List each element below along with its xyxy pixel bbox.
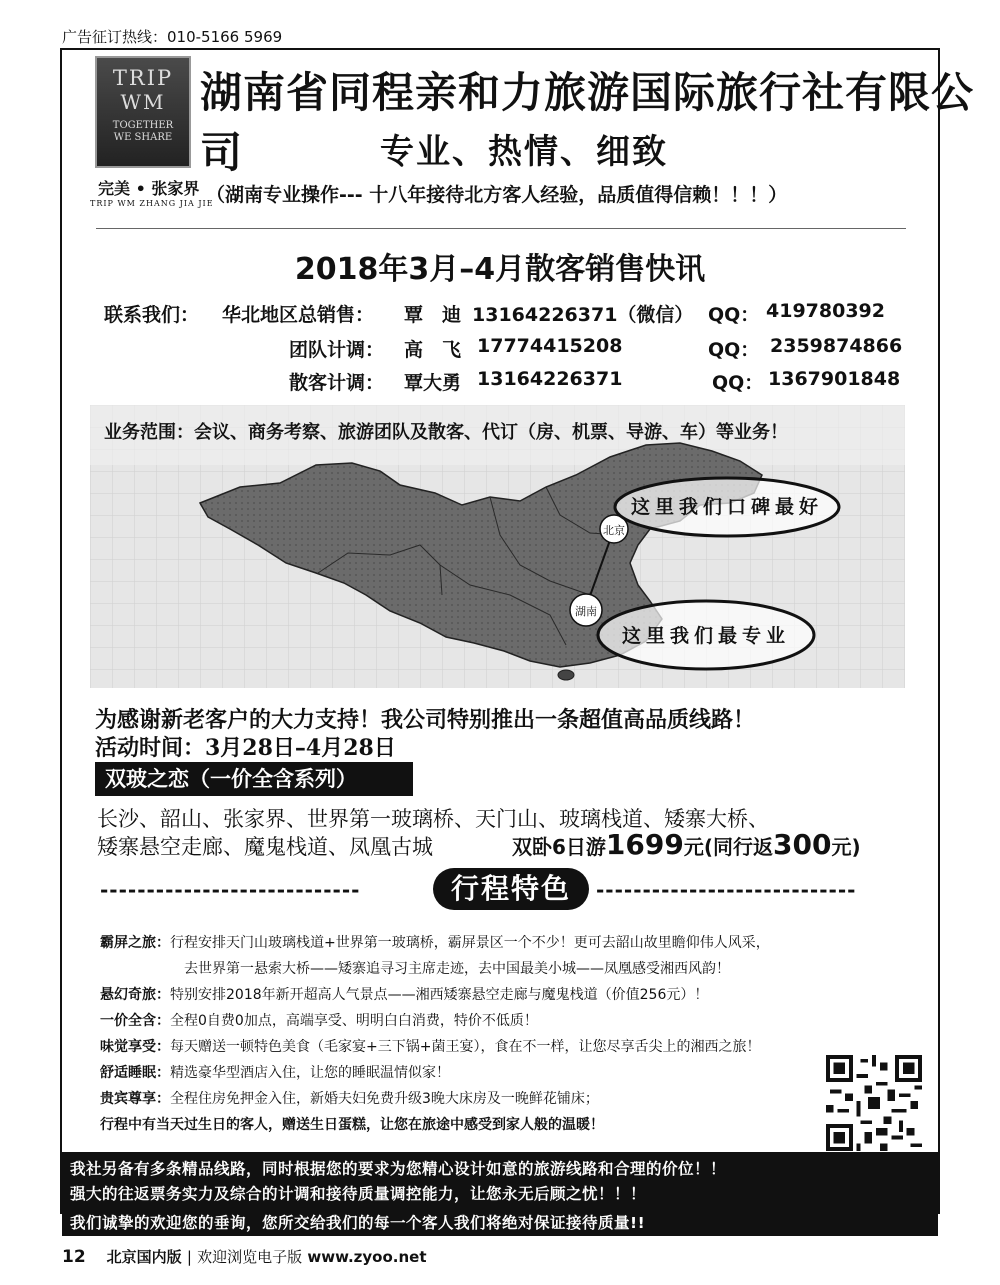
feature-item bbox=[100, 932, 770, 952]
features-badge: 行程特色 bbox=[433, 868, 589, 910]
contact-name: 高 飞 bbox=[404, 339, 462, 361]
feature-label: 霸屏之旅： bbox=[100, 935, 170, 951]
feature-label: 味觉享受： bbox=[100, 1039, 170, 1055]
bottom-line-1: 我社另备有多条精品线路，同时根据您的要求为您精心设计如意的旅游线路和合理的价位！！ bbox=[70, 1160, 727, 1178]
logo-text-trip: TRIP bbox=[112, 66, 174, 90]
contact-name: 覃 迪 bbox=[404, 304, 462, 326]
contact-qq: 2359874866 bbox=[770, 335, 903, 357]
qr-code bbox=[826, 1055, 922, 1151]
contact-qq-label: QQ： bbox=[708, 339, 760, 361]
feature-label: 舒适睡眠： bbox=[100, 1065, 170, 1081]
callout-top-text: 这里我们口碑最好 bbox=[630, 496, 824, 518]
series-title: 双玻之恋（一价全含系列） bbox=[95, 762, 413, 796]
logo-text-wm: WM bbox=[120, 90, 166, 114]
feature-text: 去世界第一悬索大桥——矮寨追寻习主席走迹，去中国最美小城——凤凰感受湘西风韵！ bbox=[184, 961, 730, 977]
feature-item bbox=[100, 1088, 599, 1108]
footer-url[interactable]: www.zyoo.net bbox=[307, 1248, 427, 1266]
price-line bbox=[512, 828, 861, 861]
bottom-line-2: 强大的往返票务实力及综合的计调和接待质量调控能力，让您永无后顾之忧！！！ bbox=[70, 1185, 647, 1203]
feature-text: 全程住房免押金入住，新婚夫妇免费升级3晚大床房及一晚鲜花铺床； bbox=[170, 1091, 599, 1107]
hunan-label: 湖南 bbox=[575, 605, 597, 618]
bottom-line-3: 我们诚挚的欢迎您的垂询，您所交给我们的每一个客人我们将绝对保证接待质量!! bbox=[70, 1214, 646, 1232]
contact-qq-label: QQ： bbox=[708, 304, 760, 326]
contact-phone: 13164226371 bbox=[477, 368, 623, 390]
footer-site-text: 欢迎浏览电子版 bbox=[197, 1248, 303, 1266]
logo-caption-en: TRIP WM ZHANG JIA JIE bbox=[90, 199, 214, 208]
feature-text: 全程0自费0加点，高端享受、明明白白消费，特价不低质！ bbox=[170, 1013, 538, 1029]
company-name: 湖南省同程亲和力旅游国际旅行社有限公司 bbox=[200, 68, 975, 177]
company-subtitle: （湖南专业操作--- 十八年接待北方客人经验，品质值得信赖！！！） bbox=[206, 184, 788, 206]
business-scope: 业务范围：会议、商务考察、旅游团队及散客、代订（房、机票、导游、车）等业务！ bbox=[104, 422, 788, 443]
divider bbox=[96, 228, 906, 229]
feature-item bbox=[100, 1062, 450, 1082]
feature-item bbox=[100, 1010, 538, 1030]
feature-item bbox=[100, 984, 708, 1004]
page-footer bbox=[62, 1246, 427, 1267]
promo-thanks: 为感谢新老客户的大力支持！我公司特别推出一条超值高品质线路！ bbox=[95, 707, 756, 733]
company-logo bbox=[95, 56, 191, 168]
contact-lead: 联系我们： bbox=[104, 304, 200, 326]
feature-label: 贵宾尊享： bbox=[100, 1091, 170, 1107]
feature-text: 行程安排天门山玻璃栈道+世界第一玻璃桥，霸屏景区一个不少！更可去韶山故里瞻仰伟人风采， bbox=[170, 935, 770, 951]
feature-label: 一价全含： bbox=[100, 1013, 170, 1029]
dashes-left: ---------------------------- bbox=[100, 878, 361, 902]
dashes-right: ---------------------------- bbox=[596, 878, 857, 902]
contact-qq: 419780392 bbox=[766, 300, 885, 322]
edition-name: 北京国内版 bbox=[106, 1248, 182, 1266]
contact-qq-label: QQ： bbox=[712, 372, 764, 394]
price-prefix: 双卧6日游 bbox=[512, 835, 606, 859]
contact-qq: 1367901848 bbox=[768, 368, 901, 390]
contact-phone: 17774415208 bbox=[477, 335, 623, 357]
page-number: 12 bbox=[62, 1247, 86, 1267]
contact-phone: 13164226371（微信） bbox=[472, 304, 694, 326]
beijing-label: 北京 bbox=[603, 524, 625, 537]
feature-text: 特别安排2018年新开超高人气景点——湘西矮寨悬空走廊与魔鬼栈道（价值256元）！ bbox=[170, 987, 709, 1003]
promo-period: 活动时间：3月28日–4月28日 bbox=[95, 735, 396, 761]
feature-label: 悬幻奇旅： bbox=[100, 987, 170, 1003]
route-line-2: 矮寨悬空走廊、魔鬼栈道、凤凰古城 bbox=[97, 835, 433, 859]
rebate-value: 300 bbox=[773, 828, 832, 861]
route-line-1: 长沙、韶山、张家界、世界第一玻璃桥、天门山、玻璃栈道、矮寨大桥、 bbox=[97, 807, 769, 831]
logo-tagline-1: TOGETHER bbox=[112, 120, 174, 131]
contact-role: 华北地区总销售： bbox=[222, 304, 375, 326]
logo-caption: 完美 • 张家界 bbox=[98, 179, 200, 198]
feature-text: 每天赠送一顿特色美食（毛家宴+三下锅+菌王宴），食在不一样，让您尽享舌尖上的湘西之旅！ bbox=[170, 1039, 761, 1055]
contact-name: 覃大勇 bbox=[404, 372, 462, 394]
china-map bbox=[90, 405, 905, 688]
flash-title: 2018年3月–4月散客销售快讯 bbox=[294, 252, 706, 287]
price-mid: 元(同行返 bbox=[683, 835, 773, 859]
ad-hotline: 广告征订热线：010-5166 5969 bbox=[62, 28, 283, 46]
logo-tagline-2: WE SHARE bbox=[113, 132, 173, 143]
callout-bottom-text: 这里我们最专业 bbox=[621, 625, 791, 647]
feature-text: 行程中有当天过生日的客人，赠送生日蛋糕，让您在旅途中感受到家人般的温暖！ bbox=[100, 1117, 604, 1133]
footer-separator: | bbox=[186, 1248, 192, 1266]
feature-item bbox=[100, 1114, 604, 1134]
feature-item bbox=[184, 958, 730, 978]
contact-role: 散客计调： bbox=[289, 372, 385, 394]
price-value: 1699 bbox=[605, 828, 684, 861]
price-suffix: 元) bbox=[831, 835, 861, 859]
feature-item bbox=[100, 1036, 760, 1056]
company-slogan: 专业、热情、细致 bbox=[380, 132, 668, 172]
contact-role: 团队计调： bbox=[289, 339, 385, 361]
feature-text: 精选豪华型酒店入住，让您的睡眠温情似家！ bbox=[170, 1065, 450, 1081]
